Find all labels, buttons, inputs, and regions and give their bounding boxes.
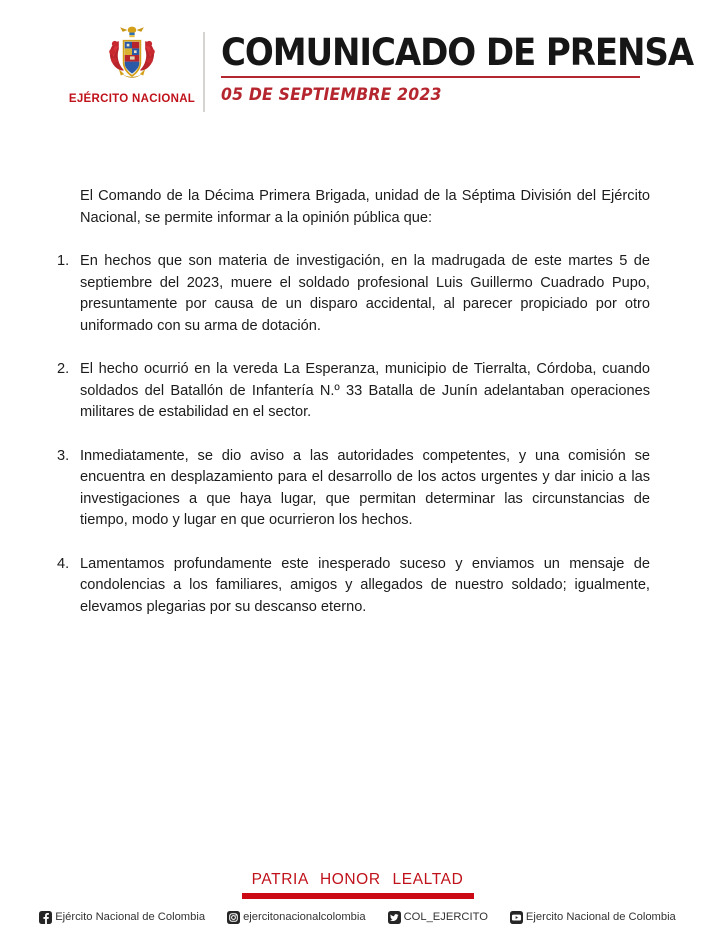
header-divider — [203, 32, 205, 112]
social-label: COL_EJERCITO — [403, 911, 488, 923]
statement-list — [0, 251, 715, 618]
list-item-number: 2. — [57, 361, 70, 377]
twitter-icon — [388, 911, 401, 924]
list-item — [0, 446, 715, 532]
list-item-number: 1. — [57, 253, 70, 269]
document-body — [0, 186, 715, 618]
facebook-icon — [39, 911, 52, 924]
motto-block — [0, 871, 715, 899]
emblem-block — [62, 24, 202, 105]
list-item-text: Lamentamos profundamente este inesperado suceso y enviamos un mensaje de condolencias a los familiares, amigos y allegados de nuestro soldado; igualmente, elevamos plegarias por su descanso eterno. — [80, 555, 650, 615]
intro-paragraph: El Comando de la Décima Primera Brigada, unidad de la Séptima División del Ejército Nacional, se permite informar a la opinión pública que: — [80, 188, 650, 226]
motto-bar — [242, 893, 474, 899]
list-item-text: El hecho ocurrió en la vereda La Esperanza, municipio de Tierralta, Córdoba, cuando soldados del Batallón de Infantería N.º 33 Batalla de Junín adelantaban operaciones militares de estabilidad en el sector. — [80, 361, 650, 420]
document-header — [0, 0, 715, 130]
list-item — [0, 251, 715, 337]
social-label: Ejército Nacional de Colombia — [55, 911, 206, 923]
document-footer — [0, 871, 715, 935]
colombia-coat-of-arms-icon — [99, 24, 165, 90]
title-underline-rule — [221, 76, 640, 78]
social-link-youtube[interactable] — [510, 911, 676, 924]
social-label: ejercitonacionalcolombia — [243, 911, 366, 923]
instagram-icon — [227, 911, 240, 924]
social-label: Ejercito Nacional de Colombia — [525, 911, 676, 923]
list-item-number: 4. — [57, 555, 70, 572]
social-link-twitter[interactable] — [388, 911, 488, 924]
motto-text: PATRIA HONOR LEALTAD — [251, 871, 464, 888]
release-date: 05 DE SEPTIEMBRE 2023 — [221, 84, 442, 104]
list-item — [0, 554, 715, 619]
page-title: COMUNICADO DE PRENSA — [221, 31, 694, 74]
social-link-instagram[interactable] — [227, 911, 366, 924]
social-links-row — [0, 911, 715, 935]
title-block — [221, 31, 694, 104]
emblem-label: EJÉRCITO NACIONAL — [68, 93, 196, 105]
list-item — [0, 359, 715, 424]
list-item-text: En hechos que son materia de investigación, en la madrugada de este martes 5 de septiembre del 2023, muere el soldado profesional Luis Guillermo Cuadrado Pupo, presuntamente por causa de un disparo accidental, al parecer propiciado por otro uniformado con su arma de dotación. — [80, 253, 650, 334]
list-item-text: Inmediatamente, se dio aviso a las autoridades competentes, y una comisión se encuentra en desplazamiento para el desarrollo de los actos urgentes y dar inicio a las investigaciones a que haya lugar, que permitan determinar las circunstancias de tiempo, modo y lugar en que ocurrieron los hechos. — [80, 447, 650, 528]
youtube-icon — [510, 911, 523, 924]
list-item-number: 3. — [57, 447, 70, 464]
social-link-facebook[interactable] — [39, 911, 205, 924]
